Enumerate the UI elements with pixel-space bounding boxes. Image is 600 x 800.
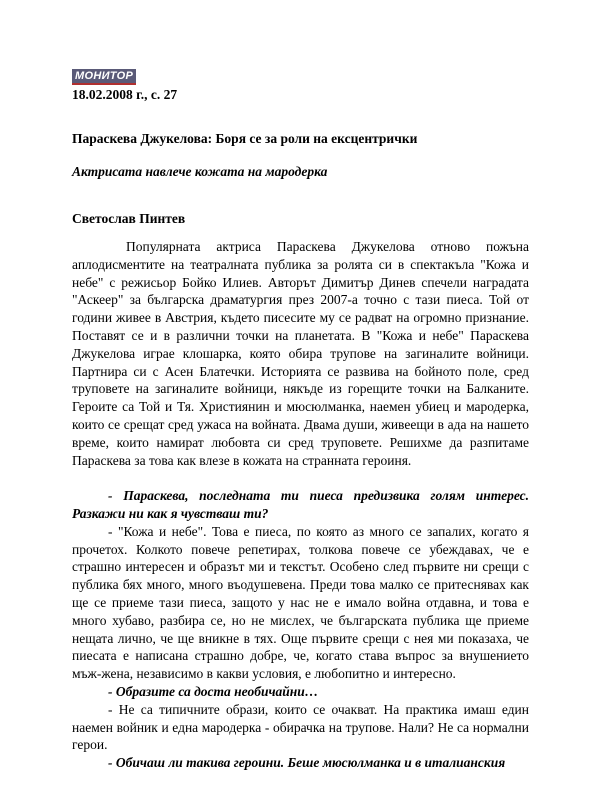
interview-question: - Обичаш ли такива героини. Беше мюсюлманка и в италианския [108,755,506,771]
document-page [72,66,529,772]
interview-question: - Образите са доста необичайни… [108,683,319,699]
interview-answer: - Не са типичните образи, които се очакват. На практика имаш един наемен войник и една мародерка - обирачка на трупове. Нали? Не са нормални герои. [72,701,529,753]
article-subhead: Актрисата навлече кожата на мародерка [72,164,328,179]
dateline: 18.02.2008 г., с. 27 [72,87,178,102]
article-author: Светослав Пинтев [72,211,186,226]
newspaper-logo: МОНИТОР [72,69,136,85]
article-headline: Параскева Джукелова: Боря се за роли на ексцентрички [72,131,418,146]
lead-paragraph: Популярната актриса Параскева Джукелова отново пожъна аплодисментите на театралната публика за ролята си в спектакъла "Кожа и небе" с режисьор Бойко Илиев. Авторът Димитър Динев спечели наградата "Аскеер" за българска драматургия през 2007-а точно с тази пиеса. Той от години живее в Австрия, където писесите му се радват на огромно признание. Поставят се и в различни точки на планетата. В "Кожа и небе" Параскева Джукелова играе клошарка, която обира трупове на загиналите войници. Партнира си с Асен Блатечки. Историята се развива на бойното поле, сред труповете на загиналите войници, някъде из горещите точки на Балканите. Героите са Той и Тя. Християнин и мюсюлманка, наемен убиец и мародерка, които се срещат сред ужаса на войната. Двама души, живеещи в ада на нашето време, които намират любовта си сред труповете. Решихме да разпитаме Параскева за това как влезе в кожата на странната героиня. [72,239,529,468]
interview-answer: - "Кожа и небе". Това е пиеса, по която аз много се запалих, когато я прочетох. Колкото повече репетирах, толкова повече се убеждавах, че е страшно интересен и образът ми и текстът. Особено след първите ни срещи с публика бях много, много въодушевена. Преди това малко се притеснявах как ще се приеме тази пиеса, защото у нас не е имало война отдавна, и това е много хубаво, разбира се, но не мислех, че българската публика ще приеме нещата лично, че ще вникне в тях. Още първите срещи с нея ми показаха, че пиесата е написана страшно добре, че, когато става въпрос за внушението мъж-жена, независимо в какви условия, е любопитно и интересно. [72,523,529,682]
article-body [72,238,529,772]
interview-question: - Параскева, последната ти пиеса предизвика голям интерес. Разкажи ни как я чувстваш ти? [72,488,529,521]
